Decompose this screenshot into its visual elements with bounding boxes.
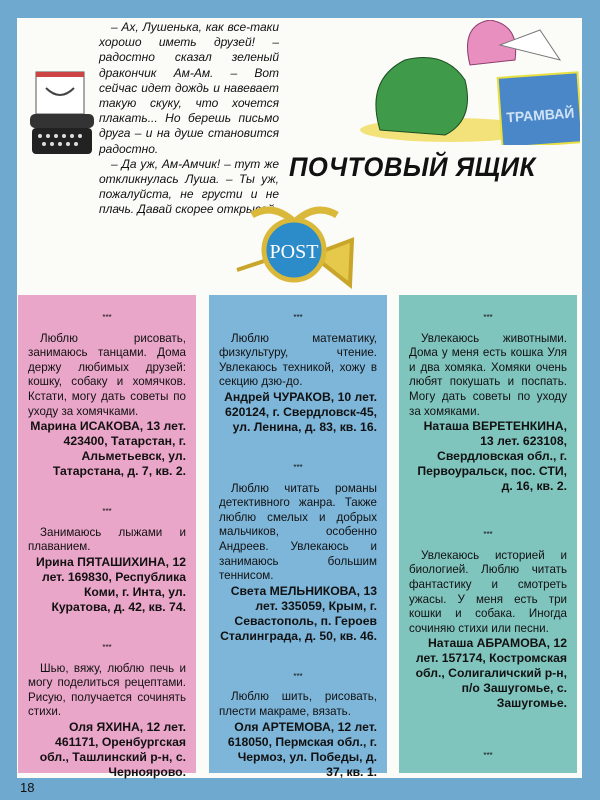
post-emblem-text: POST <box>269 241 319 263</box>
letter-signature: Наташа ВЕРЕТЕНКИНА, 13 лет. 623108, Свердловская обл., г. Первоуральск, пос. СТИ, д. 16, кв. 2. <box>417 419 567 494</box>
letter-text: Увлекаюсь историей и биологией. Люблю читать фантастику и смотреть ужасы. У меня есть три кошки и собака. Иногда сочиняю стихи или песни. <box>409 548 567 635</box>
letter <box>219 311 377 435</box>
page-title: ПОЧТОВЫЙ ЯЩИК <box>289 152 536 182</box>
letter-text: Люблю математику, физкультуру, чтение. Увлекаюсь техникой, хожу в секцию дзю-до. <box>219 331 377 389</box>
letter-signature: Марина ИСАКОВА, 13 лет. 423400, Татарстан, г. Альметьевск, ул. Татарстана, д. 7, кв. 2. <box>30 419 186 479</box>
intro-dialogue <box>99 20 279 218</box>
letter <box>219 461 377 644</box>
mailbox-label: ТРАМВАЙ <box>505 104 575 126</box>
letter-signature: Андрей ЧУРАКОВ, 10 лет. 620124, г. Свердловск-45, ул. Ленина, д. 83, кв. 16. <box>224 389 377 434</box>
letter <box>409 311 567 494</box>
letter-text: Люблю рисовать, занимаюсь танцами. Дома держу любимых друзей: кошку, собаку и хомячков. Кстати, могу дать советы по уходу за хомячками. <box>28 331 186 418</box>
dragon-mailbox-illustration <box>350 20 580 145</box>
letter <box>409 749 567 764</box>
letter-text: Люблю шить, рисовать, плести макраме, вязать. <box>219 690 377 718</box>
letter <box>219 670 377 780</box>
separator: *** <box>102 313 112 322</box>
letter-text: Люблю читать романы детективного жанра. Также люблю смелых и добрых мальчиков, особенно Андреев. Увлекаюсь и занимаюсь большим теннисом. <box>219 481 377 583</box>
letter-signature: Оля АРТЕМОВА, 12 лет. 618050, Пермская обл., г. Чермоз, ул. Победы, д. 37, кв. 1. <box>227 719 377 779</box>
letter-signature: Света МЕЛЬНИКОВА, 13 лет. 335059, Крым, г. Севастополь, п. Героев Сталинграда, д. 50, кв. 46. <box>220 583 377 643</box>
separator: *** <box>483 530 493 540</box>
intro-paragraph: – Да уж, Ам-Амчик! – тут же откликнулась Луша. – Ты уж, пожалуйста, не грусти и не плачь. Давай скорее открывай <box>99 156 279 217</box>
letters-column-blue <box>209 295 387 779</box>
typewriter-illustration <box>28 70 98 160</box>
separator: *** <box>293 671 303 681</box>
separator: *** <box>102 507 112 517</box>
letter-text: Занимаюсь лыжами и плаванием. <box>28 525 186 554</box>
letters-column-green <box>399 295 577 773</box>
letter <box>28 505 186 615</box>
separator: *** <box>293 462 303 472</box>
letter <box>28 641 186 780</box>
letter <box>409 528 567 711</box>
intro-paragraph: – Ах, Лушенька, как все-таки хорошо иметь друзей! – радостно сказал зеленый дракончик Ам-Ам. – Вот сейчас идет дождь и навевает такую скуку, что хочется плакать... Но берешь письмо друга – и на душе становится радостно. <box>99 20 279 156</box>
separator: *** <box>102 642 112 652</box>
post-horn-emblem <box>232 200 357 290</box>
letter-signature: Наташа АБРАМОВА, 12 лет. 157174, Костромская обл., Солигаличский р-н, п/о Зашугомье, с. Зашугомье. <box>415 636 567 711</box>
letter-text: Шью, вяжу, люблю печь и могу поделиться рецептами. Рисую, получается сочинять стихи. <box>28 661 186 719</box>
page-number: 18 <box>20 780 35 795</box>
separator: *** <box>293 313 303 322</box>
letter-signature: Оля ЯХИНА, 12 лет. 461171, Оренбургская обл., Ташлинский р-н, с. Черноярово. <box>39 719 186 779</box>
letter-text: Увлекаюсь животными. Дома у меня есть кошка Уля и два хомяка. Хомяки очень любят покушать и поспать. Могу дать советы по уходу за хомяками. <box>409 331 567 418</box>
separator: *** <box>483 313 493 322</box>
letters-column-pink <box>18 295 196 779</box>
letter-signature: Ирина ПЯТАШИХИНА, 12 лет. 169830, Республика Коми, г. Инта, ул. Куратова, д. 42, кв. 74. <box>35 554 186 614</box>
separator: *** <box>483 751 493 761</box>
letter <box>28 311 186 479</box>
